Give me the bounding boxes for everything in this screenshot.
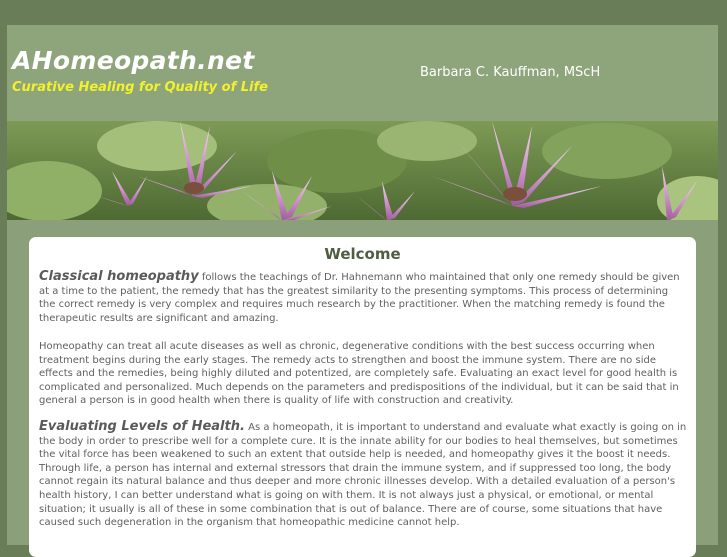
author-name: Barbara C. Kauffman, MScH [420,65,601,80]
page-container [7,25,718,545]
welcome-heading: Welcome [324,245,401,263]
paragraph-classical-homeopathy [39,270,687,325]
site-header [7,25,718,121]
main-content [29,237,696,557]
paragraph-homeopathy-treats [39,340,687,408]
classical-homeopathy-lead: Classical homeopathy [39,269,199,284]
paragraph-text: As a homeopath, it is important to understand and evaluate what exactly is going on in the body in order to prescribe well for a complete cure. It is the innate ability for our bodies to heal themselves, but sometimes the vital force has been weakened to such an extent that outside help is needed, and homeopathy gives it the boost it needs. Through life, a person has internal and external stressors that drain the immune system, and if suppressed too long, the body cannot regain its natural balance and thus deeper and more chronic illnesses develop. With a detailed evaluation of a person's health history, I can better understand what is going on with them. It is not always just a physical, or emotional, or mental situation; it usually is all of these in some combination that is out of balance. There are of course, some situations that have caused such degeneration in the organism that homeopathic medicine cannot help. [39,422,687,529]
site-tagline: Curative Healing for Quality of Life [12,80,268,95]
paragraph-evaluating-health [39,420,687,530]
evaluating-levels-lead: Evaluating Levels of Health. [39,419,245,434]
lotus-flowers-icon [7,121,718,220]
lotus-banner-image [7,121,718,220]
paragraph-text: follows the teachings of Dr. Hahnemann who maintained that only one remedy should be given at a time to the patient, the remedy that has the greatest similarity to the presenting symptoms. This process of determining the correct remedy is very complex and requires much research by the practitioner. When the matching remedy is found the therapeutic results are significant and amazing. [39,272,680,324]
paragraph-text: Homeopathy can treat all acute diseases as well as chronic, degenerative conditions with the best success occurring when treatment begins during the early stages. The remedy acts to strengthen and boost the immune system. There are no side effects and the remedies, being highly diluted and potentized, are completely safe. Evaluating an exact level for good health is complicated and personalized. Much depends on the parameters and predispositions of the individual, but it can be said that in general a person is in good health when there is quality of life with construction and creativity. [39,341,679,407]
site-title[interactable]: AHomeopath.net [12,46,255,75]
